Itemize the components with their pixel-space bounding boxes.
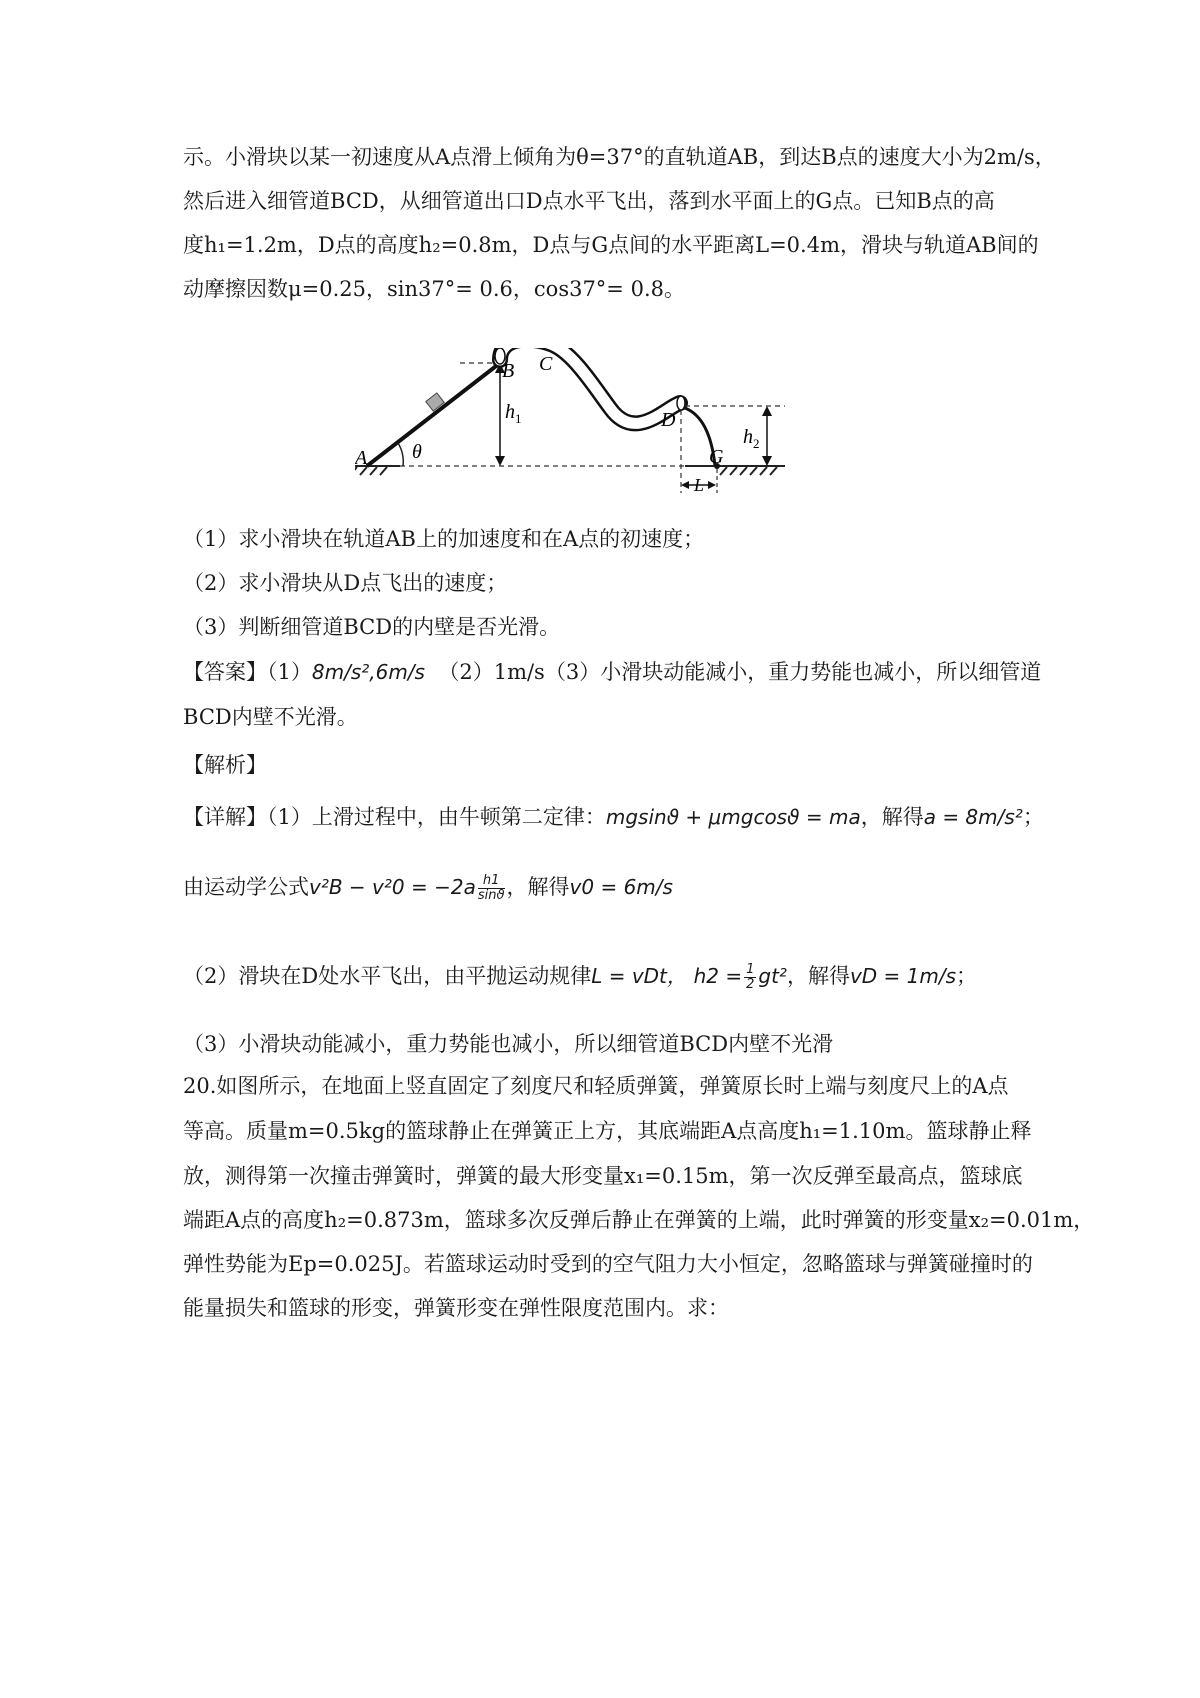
problem19-intro-line-1: 示。小滑块以某一初速度从A点滑上倾角为θ=37°的直轨道AB，到达B点的速度大小为2m/s，	[183, 145, 1056, 169]
detail-p3-result: vD = 1m/s	[849, 964, 957, 988]
label-L: L	[694, 475, 705, 495]
problem20-line-2: 等高。质量m=0.5kg的篮球静止在弹簧正上方，其底端距A点高度h₁=1.10m。篮球静止释	[183, 1119, 1032, 1143]
problem19-intro-line-2: 然后进入细管道BCD，从细管道出口D点水平飞出，落到水平面上的G点。已知B点的高	[183, 189, 995, 213]
problem20-line-4: 端距A点的高度h₂=0.873m，篮球多次反弹后静止在弹簧的上端，此时弹簧的形变量x₂=0.01m，	[183, 1208, 1095, 1232]
label-A: A	[355, 447, 368, 469]
answer-label: 【答案】	[183, 660, 267, 684]
label-h2: $h_2$	[743, 426, 760, 451]
track-diagram	[355, 348, 855, 548]
label-C: C	[539, 353, 553, 375]
answer-line-2: BCD内壁不光滑。	[183, 705, 358, 729]
problem19-intro-line-4: 动摩擦因数μ=0.25，sin37°= 0.6，cos37°= 0.8。	[183, 277, 685, 301]
answer-rest: （2）1m/s（3）小滑块动能减小，重力势能也减小，所以细管道	[438, 660, 1042, 684]
label-theta: θ	[412, 441, 422, 463]
label-B: B	[502, 360, 515, 382]
detail-p2-text: 由运动学公式	[183, 875, 309, 899]
question-1: （1）求小滑块在轨道AB上的加速度和在A点的初速度；	[183, 527, 705, 551]
detail-p2-fraction: $\frac{h1}{\sin ϑ}$	[477, 873, 505, 903]
label-h1: $h_1$	[505, 401, 522, 426]
label-G: G	[709, 446, 724, 468]
detail-part1	[183, 802, 1043, 832]
detail-p3-formula-c: gt²	[758, 964, 787, 988]
detail-p3-text: （2）滑块在D处水平飞出，由平抛运动规律	[183, 964, 592, 988]
detail-p1-formula: mgsinϑ + μmgcosϑ = ma	[605, 805, 861, 829]
detail-label: 【详解】	[183, 805, 267, 829]
problem20-line-5: 弹性势能为Ep=0.025J。若篮球运动时受到的空气阻力大小恒定，忽略篮球与弹簧碰撞时的	[183, 1252, 1033, 1276]
answer-part1-formula: 8m/s²,6m/s	[311, 660, 425, 684]
detail-p3-formula-b: h2 =	[693, 964, 743, 988]
detail-part2	[183, 872, 1043, 903]
analysis-label: 【解析】	[183, 753, 267, 777]
detail-p1-text: （1）上滑过程中，由牛顿第二定律：	[267, 805, 606, 829]
answer-part1-prefix: （1）	[267, 660, 312, 684]
detail-p1-mid: ，解得	[860, 805, 924, 829]
detail-p2-result: v0 = 6m/s	[569, 875, 673, 899]
answer-line-1	[183, 657, 1043, 687]
detail-p1-end: ；	[1022, 805, 1044, 829]
problem19-intro-line-3: 度h₁=1.2m，D点的高度h₂=0.8m，D点与G点间的水平距离L=0.4m，滑块与轨道AB间的	[183, 233, 1039, 257]
question-3: （3）判断细管道BCD的内壁是否光滑。	[183, 615, 561, 639]
label-D: D	[661, 409, 676, 431]
detail-p3-fraction: $\frac{1}{2}$	[746, 962, 755, 992]
detail-part4: （3）小滑块动能减小，重力势能也减小，所以细管道BCD内壁不光滑	[183, 1032, 834, 1056]
detail-p1-result: a = 8m/s²	[923, 805, 1023, 829]
detail-p3-formula-a: L = vDt，	[591, 964, 687, 988]
question-2: （2）求小滑块从D点飞出的速度；	[183, 571, 508, 595]
problem20-line-1: 20.如图所示，在地面上竖直固定了刻度尺和轻质弹簧，弹簧原长时上端与刻度尺上的A点	[183, 1074, 1009, 1098]
detail-p3-mid: ，解得	[786, 964, 850, 988]
detail-p2-mid: ，解得	[506, 875, 570, 899]
detail-p3-end: ；	[956, 964, 978, 988]
detail-part3	[183, 961, 1043, 992]
detail-p2-formula: v²B − v²0 = −2a	[309, 875, 476, 899]
problem20-line-6: 能量损失和篮球的形变，弹簧形变在弹性限度范围内。求：	[183, 1296, 729, 1320]
problem20-line-3: 放，测得第一次撞击弹簧时，弹簧的最大形变量x₁=0.15m，第一次反弹至最高点，篮球底	[183, 1164, 1023, 1188]
